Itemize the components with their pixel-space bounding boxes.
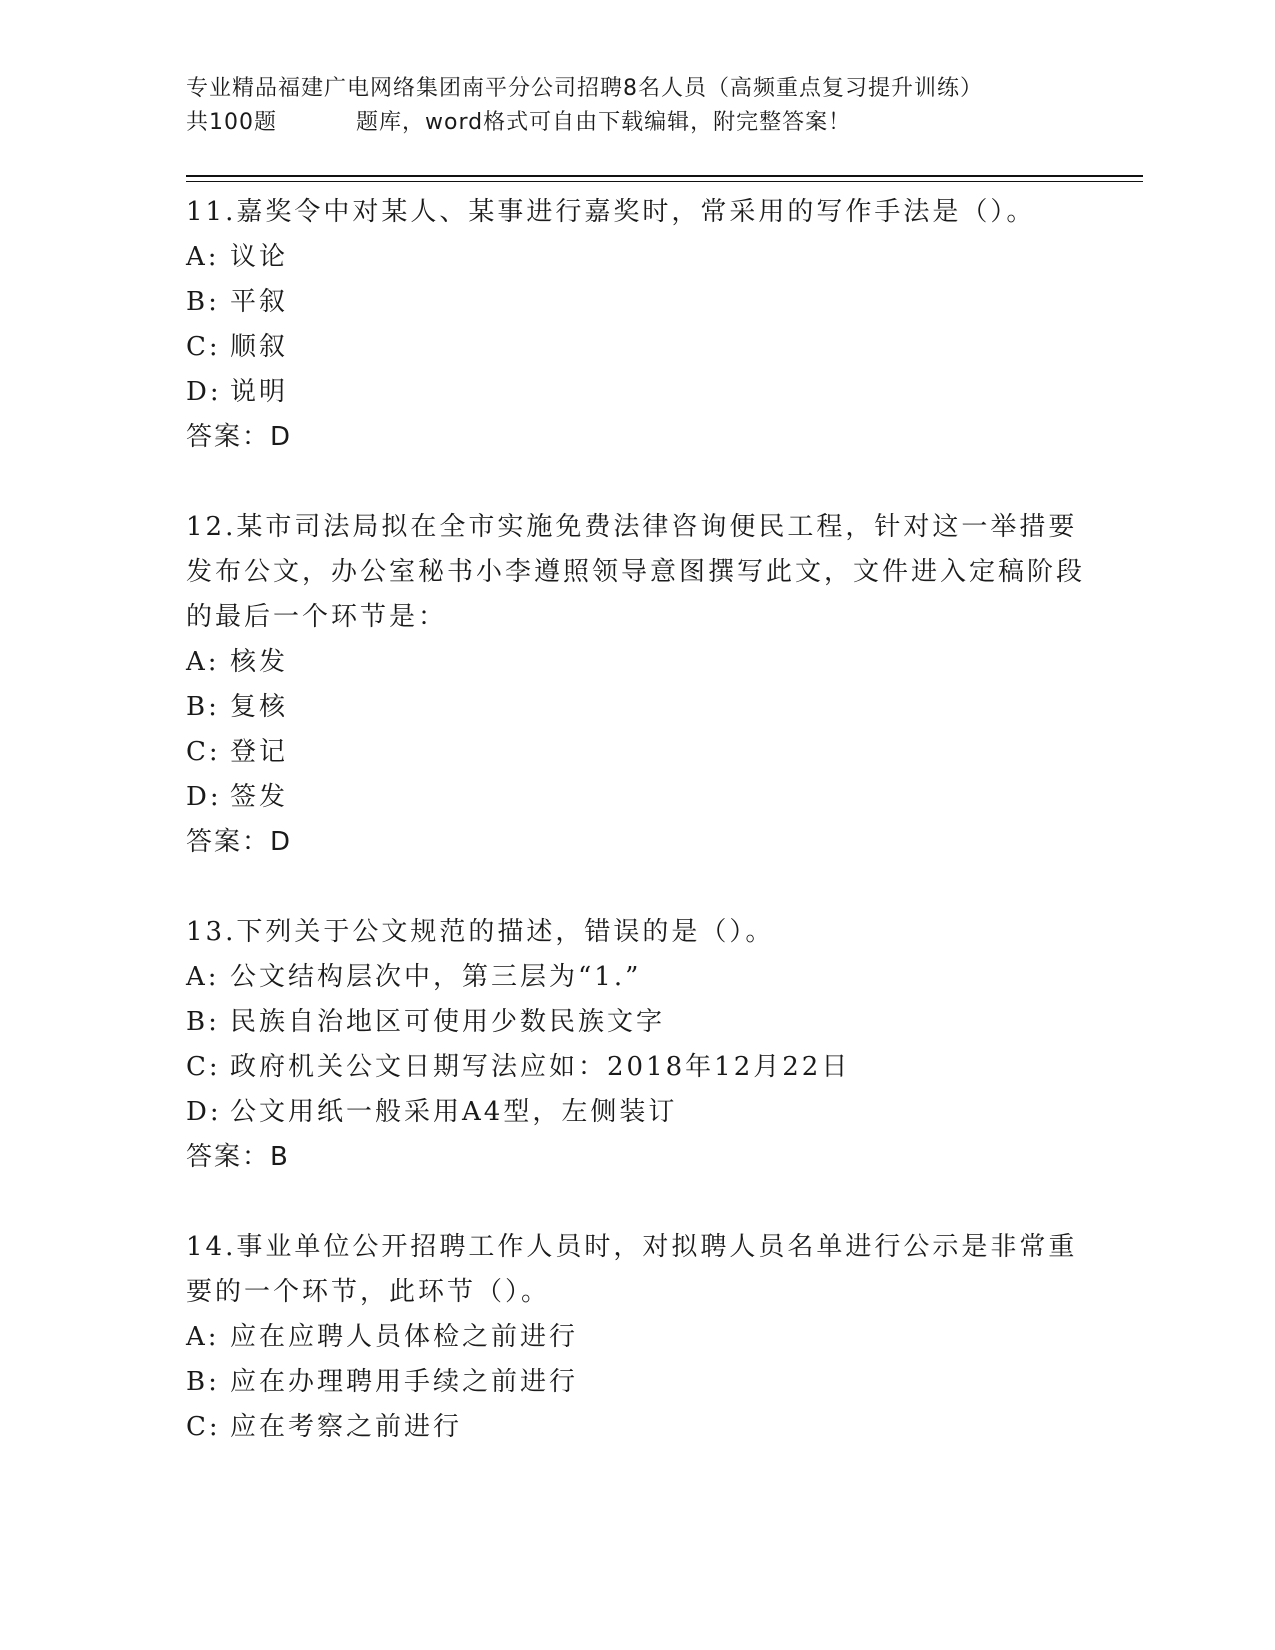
option-b [186, 1360, 1086, 1405]
option-d [186, 1090, 1086, 1135]
option-a [186, 1315, 1086, 1360]
option-c [186, 325, 1086, 370]
option-text: 公文用纸一般采用A4型，左侧装订 [230, 1097, 678, 1127]
question-stem: 13.下列关于公文规范的描述，错误的是（）。 [186, 917, 775, 947]
question-13 [186, 910, 1086, 1180]
question-list [186, 190, 1086, 1495]
option-text: 应在考察之前进行 [230, 1412, 463, 1442]
question-stem: 11.嘉奖令中对某人、某事进行嘉奖时，常采用的写作手法是（）。 [186, 197, 1036, 227]
option-key: C: [186, 332, 221, 362]
option-a [186, 235, 1086, 280]
option-key: C: [186, 737, 221, 767]
option-text: 签发 [230, 782, 289, 812]
option-key: D: [186, 377, 222, 407]
option-key: B: [186, 1007, 220, 1037]
option-key: C: [186, 1412, 221, 1442]
answer: 答案：B [186, 1142, 290, 1172]
document-header [186, 72, 1086, 140]
option-text: 核发 [230, 647, 289, 677]
option-key: A: [186, 647, 220, 677]
option-text: 议论 [230, 242, 289, 272]
header-subtitle [186, 106, 1086, 140]
option-c [186, 1045, 1086, 1090]
question-11 [186, 190, 1086, 460]
option-text: 复核 [230, 692, 289, 722]
option-key: A: [186, 1322, 220, 1352]
question-12 [186, 505, 1086, 865]
option-key: B: [186, 1367, 220, 1397]
question-count: 共100题 [186, 110, 277, 135]
option-text: 应在办理聘用手续之前进行 [230, 1367, 579, 1397]
header-title: 专业精品福建广电网络集团南平分公司招聘8名人员（高频重点复习提升训练） [186, 76, 983, 101]
option-key: D: [186, 1097, 222, 1127]
question-stem: 12.某市司法局拟在全市实施免费法律咨询便民工程，针对这一举措要发布公文，办公室秘书小李遵照领导意图撰写此文，文件进入定稿阶段的最后一个环节是： [186, 512, 1086, 632]
option-text: 顺叙 [230, 332, 289, 362]
option-text: 登记 [230, 737, 289, 767]
header-divider-thin [186, 181, 1143, 182]
option-c [186, 730, 1086, 775]
option-text: 应在应聘人员体检之前进行 [230, 1322, 579, 1352]
option-d [186, 775, 1086, 820]
option-text: 政府机关公文日期写法应如：2018年12月22日 [230, 1052, 851, 1082]
option-key: A: [186, 962, 220, 992]
option-d [186, 370, 1086, 415]
option-b [186, 1000, 1086, 1045]
option-a [186, 955, 1086, 1000]
answer: 答案：D [186, 422, 293, 452]
option-text: 说明 [230, 377, 289, 407]
header-divider-thick [186, 175, 1143, 177]
option-key: B: [186, 692, 220, 722]
header-description: 题库，word格式可自由下载编辑，附完整答案！ [356, 110, 852, 135]
option-key: C: [186, 1052, 221, 1082]
option-text: 平叙 [230, 287, 289, 317]
question-14 [186, 1225, 1086, 1450]
option-a [186, 640, 1086, 685]
option-key: D: [186, 782, 222, 812]
option-b [186, 685, 1086, 730]
question-stem: 14.事业单位公开招聘工作人员时，对拟聘人员名单进行公示是非常重要的一个环节，此环节（）。 [186, 1232, 1078, 1307]
answer: 答案：D [186, 827, 293, 857]
option-c [186, 1405, 1086, 1450]
option-text: 公文结构层次中，第三层为“1.” [230, 962, 642, 992]
option-key: A: [186, 242, 220, 272]
option-key: B: [186, 287, 220, 317]
option-text: 民族自治地区可使用少数民族文字 [230, 1007, 666, 1037]
option-b [186, 280, 1086, 325]
